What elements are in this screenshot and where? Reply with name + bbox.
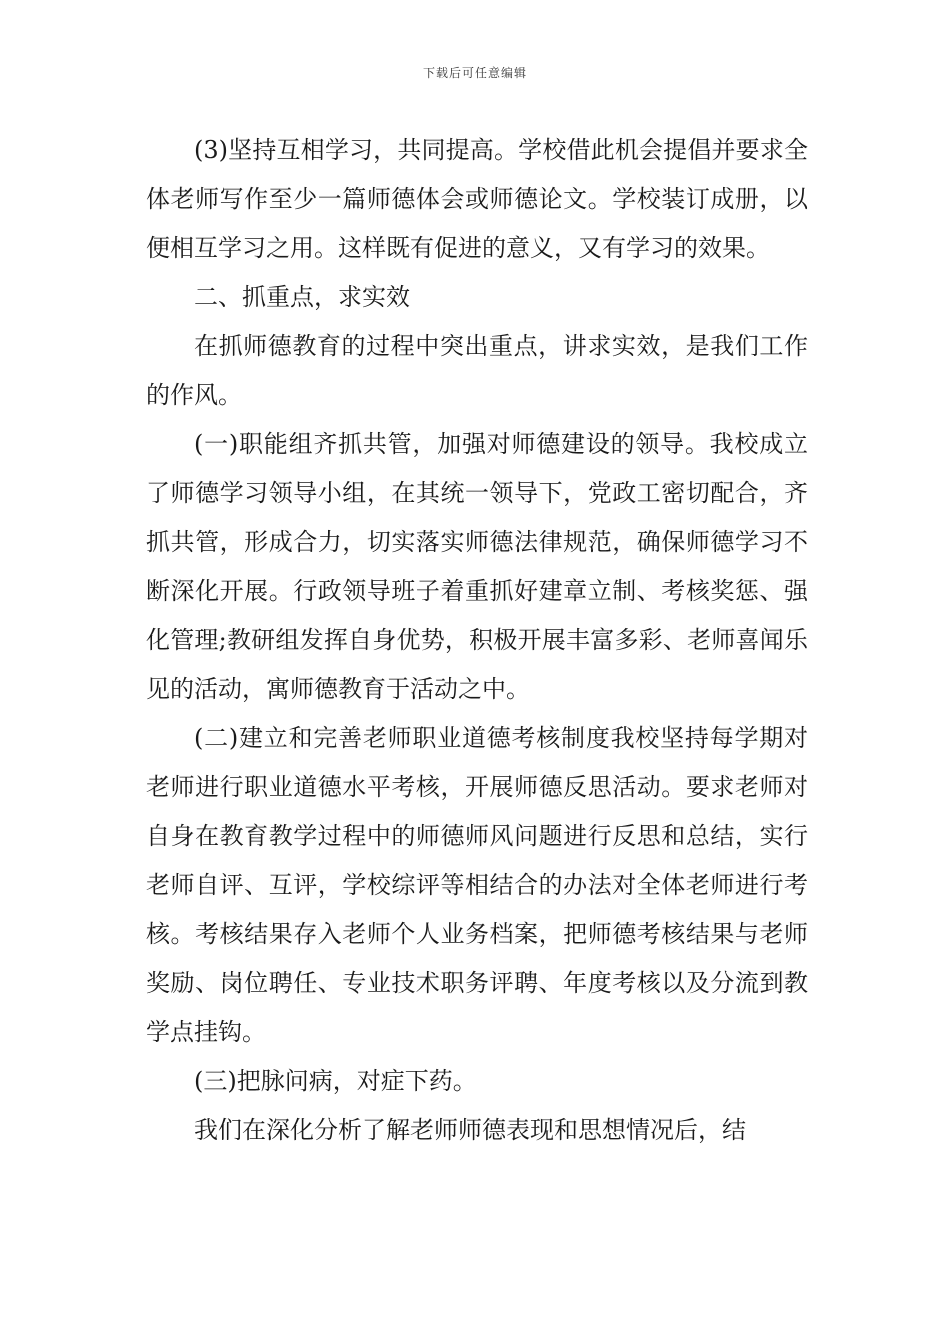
document-body xyxy=(146,126,808,1155)
paragraph-focus-intro: 在抓师德教育的过程中突出重点，讲求实效，是我们工作的作风。 xyxy=(146,332,808,409)
section-heading-focus: 二、抓重点，求实效 xyxy=(194,283,410,311)
paragraph-diagnose: (三)把脉问病，对症下药。 xyxy=(194,1067,477,1095)
paragraph-assessment-system: (二)建立和完善老师职业道德考核制度我校坚持每学期对老师进行职业道德水平考核，开展师德反思活动。要求老师对自身在教育教学过程中的师德师风问题进行反思和总结，实行老师自评、互评，学校综评等相结合的办法对全体老师进行考核。考核结果存入老师个人业务档案，把师德考核结果与老师奖励、岗位聘任、专业技术职务评聘、年度考核以及分流到教学点挂钩。 xyxy=(146,724,808,1046)
paragraph-analysis: 我们在深化分析了解老师师德表现和思想情况后，结 xyxy=(194,1116,746,1144)
paragraph-joint-management: (一)职能组齐抓共管，加强对师德建设的领导。我校成立了师德学习领导小组，在其统一领导下，党政工密切配合，齐抓共管，形成合力，切实落实师德法律规范，确保师德学习不断深化开展。行政领导班子着重抓好建章立制、考核奖惩、强化管理;教研组发挥自身优势，积极开展丰富多彩、老师喜闻乐见的活动，寓师德教育于活动之中。 xyxy=(146,430,808,703)
header-note: 下载后可任意编辑 xyxy=(422,66,527,80)
paragraph-study-together: (3)坚持互相学习，共同提高。学校借此机会提倡并要求全体老师写作至少一篇师德体会或师德论文。学校装订成册，以便相互学习之用。这样既有促进的意义，又有学习的效果。 xyxy=(146,136,808,262)
